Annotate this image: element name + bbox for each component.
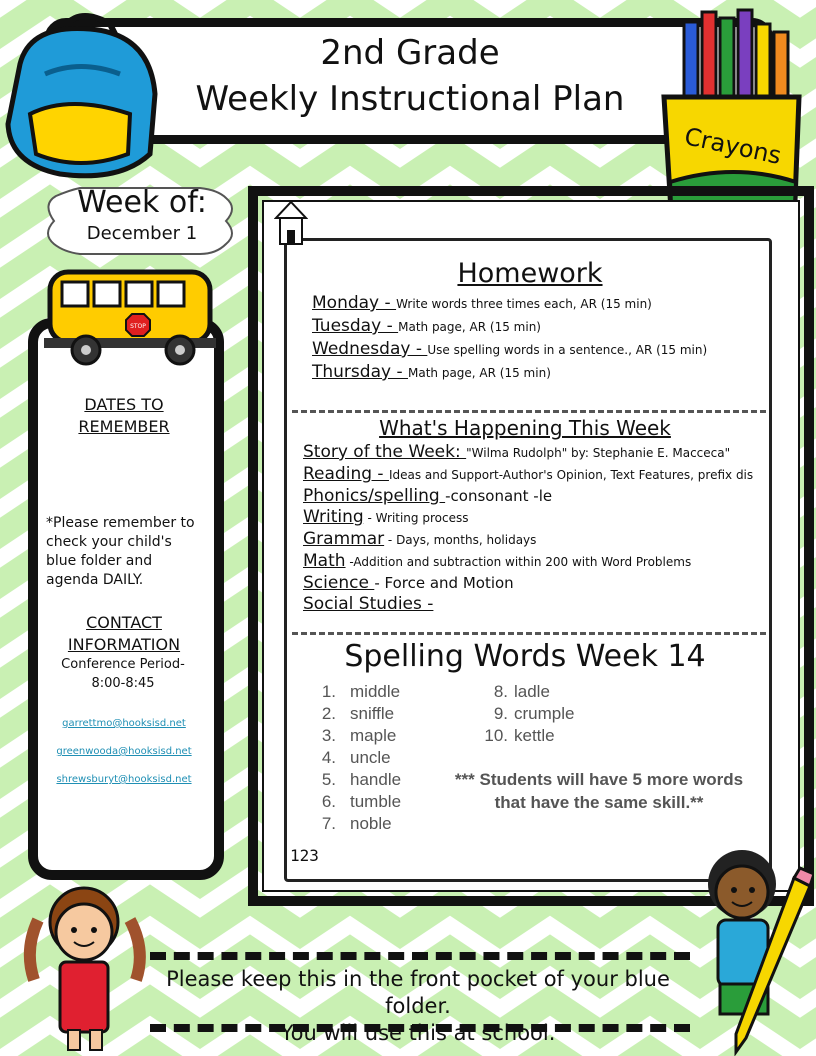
homework-list [312,292,772,384]
footer-line-2: folder. [385,994,451,1018]
girl-student-icon [18,880,158,1056]
homework-day: Monday - [312,293,397,313]
email-list [44,710,204,794]
boy-with-pencil-icon [696,838,814,1056]
conference-time: 8:00-8:45 [91,676,155,691]
spelling-text: sniffle [350,704,395,723]
spelling-number: 5. [321,770,336,789]
subject-detail: - Force and Motion [374,574,514,592]
footer-note [140,966,696,1047]
spelling-word [478,725,618,747]
contact-heading-line-2: INFORMATION [67,635,181,654]
subject-row [303,464,773,486]
homework-row-wednesday [312,338,772,361]
subject-row [303,442,773,464]
subject-name: Grammar [303,529,385,549]
homework-day: Tuesday - [312,316,399,336]
subject-detail: -Addition and subtraction within 200 with Word Problems [345,555,692,569]
homework-row-thursday [312,361,772,384]
spelling-word [298,747,458,769]
board-scribble: 123 [290,846,319,865]
subject-row [303,594,773,615]
subject-detail: - Writing process [363,511,469,525]
email-link[interactable]: shrewsburyt@hooksisd.net [56,774,192,785]
subject-name: Social Studies - [303,594,434,614]
spelling-number: 7. [321,814,336,833]
homework-task: Math page, AR (15 min) [408,366,551,380]
whats-happening-title: What's Happening This Week [379,416,671,440]
section-divider [292,632,766,635]
spelling-word [298,813,458,835]
title-line-1: 2nd Grade [320,33,500,73]
spelling-number: 1. [321,682,336,701]
spelling-title: Spelling Words Week 14 [344,639,706,674]
conference-period [50,655,196,693]
homework-title: Homework [457,258,603,289]
subject-name: Science [303,573,375,593]
spelling-word [298,725,458,747]
spelling-word [478,681,618,703]
schoolhouse-icon [274,200,308,248]
spelling-list-right [478,681,618,747]
subject-name: Reading - [303,464,389,484]
spelling-text: maple [350,726,397,745]
bus-stop-sign: STOP [130,323,146,330]
spelling-number: 8. [493,682,508,701]
spelling-number: 6. [321,792,336,811]
title-line-2: Weekly Instructional Plan [195,79,625,119]
homework-row-monday [312,292,772,315]
conference-label: Conference Period- [61,657,185,672]
email-link[interactable]: greenwooda@hooksisd.net [56,746,192,757]
homework-task: Math page, AR (15 min) [398,320,541,334]
spelling-number: 10. [484,726,508,745]
subject-row [303,486,773,507]
spelling-text: middle [350,682,401,701]
dates-heading-line-1: DATES TO [84,395,164,414]
subject-detail: - Days, months, holidays [384,533,537,547]
dates-to-remember-heading [56,394,192,438]
subject-detail: -consonant -le [445,487,553,505]
dates-heading-line-2: REMEMBER [78,417,170,436]
contact-information-heading [56,612,192,656]
spelling-number: 2. [321,704,336,723]
homework-day: Thursday - [312,362,408,382]
school-bus-icon [40,262,220,370]
whats-happening-list [303,442,773,615]
subject-row [303,507,773,529]
subject-detail: "Wilma Rudolph" by: Stephanie E. Macceca" [466,446,731,460]
subject-row [303,529,773,551]
spelling-text: tumble [350,792,402,811]
subject-name: Writing [303,507,364,527]
spelling-word [298,703,458,725]
subject-name: Phonics/spelling [303,486,446,506]
week-label: Week of: [77,185,207,220]
spelling-text: crumple [514,704,575,723]
spelling-text: noble [350,814,392,833]
page-title [140,30,680,122]
week-date: December 1 [86,223,198,244]
subject-name: Math [303,551,346,571]
spelling-text: handle [350,770,402,789]
homework-task: Write words three times each, AR (15 min) [396,297,652,311]
contact-heading-line-1: CONTACT [86,613,162,632]
spelling-number: 4. [321,748,336,767]
crayons-label: Crayons [682,122,784,170]
email-link[interactable]: garrettmo@hooksisd.net [62,718,186,729]
spelling-word [478,703,618,725]
spelling-word [298,681,458,703]
spelling-number: 3. [321,726,336,745]
spelling-text: kettle [514,726,555,745]
spelling-number: 9. [493,704,508,723]
backpack-icon [0,4,170,184]
spelling-note-line-1: *** Students will have 5 more words [454,770,744,789]
footer-dash-top [150,952,690,960]
homework-row-tuesday [312,315,772,338]
footer-line-1: Please keep this in the front pocket of your blue [166,967,670,991]
subject-row [303,573,773,594]
spelling-note [434,768,764,814]
spelling-note-line-2: that have the same skill.** [494,793,704,812]
spelling-text: uncle [350,748,391,767]
subject-name: Story of the Week: [303,442,467,462]
footer-line-3: You will use this at school. [280,1021,556,1045]
subject-row [303,551,773,573]
folder-reminder: *Please remember to check your child's blue folder and agenda DAILY. [46,515,195,588]
subject-detail: Ideas and Support-Author's Opinion, Text Features, prefix dis [388,468,754,482]
homework-day: Wednesday - [312,339,428,359]
spelling-text: ladle [514,682,550,701]
homework-task: Use spelling words in a sentence., AR (15 min) [427,343,708,357]
section-divider [292,410,766,413]
